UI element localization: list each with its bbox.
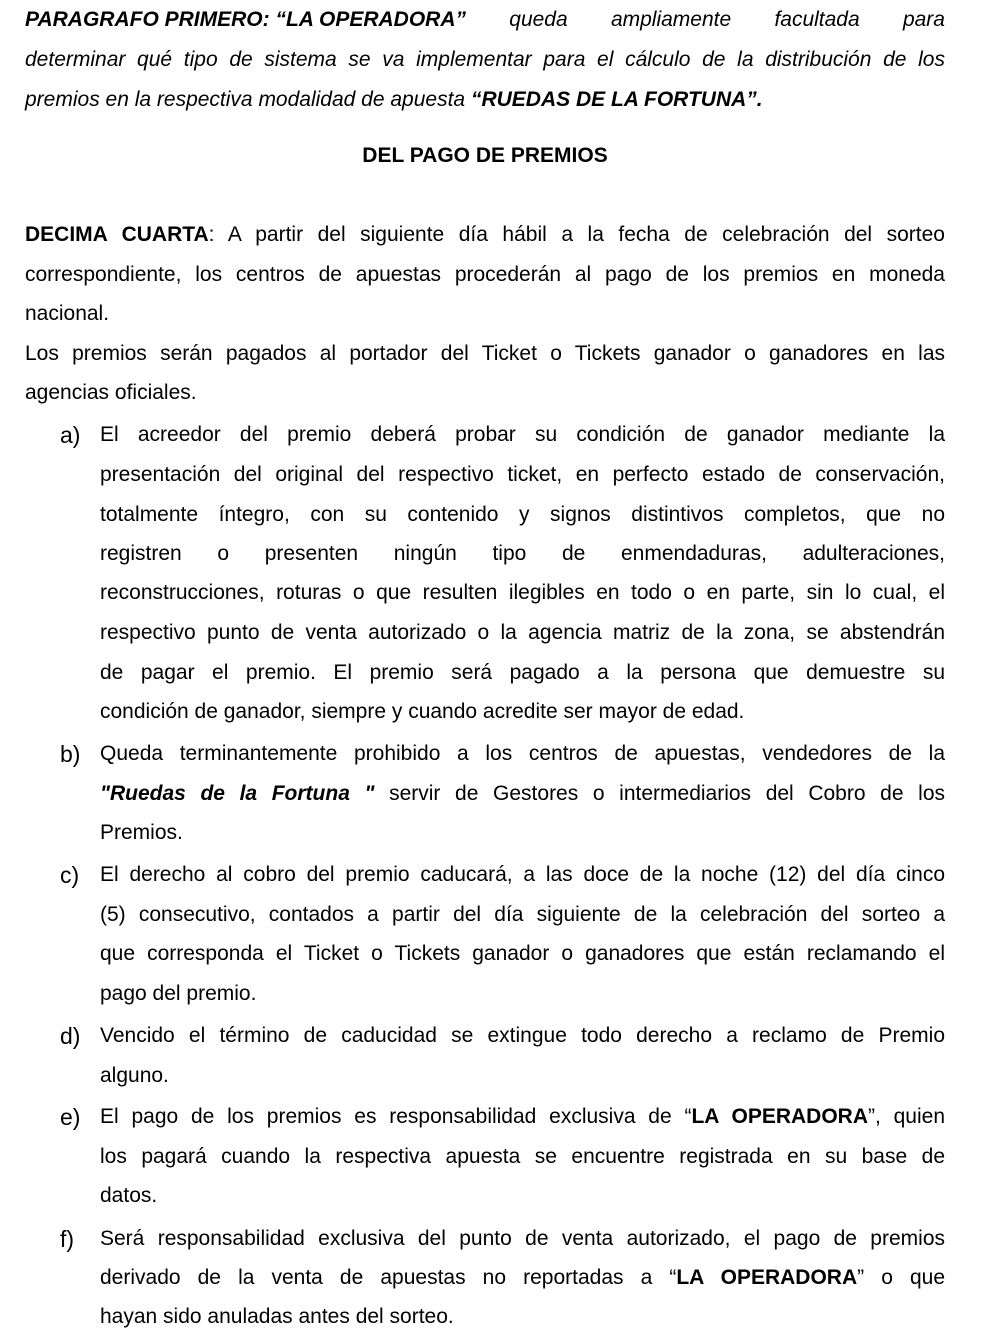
- clause-line-3: nacional.: [25, 302, 110, 325]
- item-f-line: [100, 1258, 945, 1298]
- item-c-line: (5) consecutivo, contados a partir del día siguiente de la celebración del sorteo a: [100, 903, 945, 926]
- item-e-text: ”, quien: [868, 1105, 946, 1128]
- item-f-line: Será responsabilidad exclusiva del punto de venta autorizado, el pago de premios: [100, 1227, 945, 1250]
- item-e-line: [100, 1097, 945, 1137]
- item-b-text: servir de Gestores o intermediarios del Cobro de los: [374, 782, 945, 805]
- item-b-bold-text: "Ruedas de la Fortuna ": [100, 782, 375, 805]
- item-a-line: registren o presenten ningún tipo de enmendaduras, adulteraciones,: [100, 542, 945, 565]
- item-b-line: [100, 774, 945, 814]
- item-d-line: alguno.: [100, 1064, 169, 1087]
- item-marker-c: c): [60, 862, 80, 888]
- clause-line-1: [25, 215, 945, 255]
- item-e-line: datos.: [100, 1184, 158, 1207]
- section-heading: DEL PAGO DE PREMIOS: [362, 144, 608, 167]
- paragraph-primero-line-1: [25, 0, 945, 40]
- para-text: ampliamente: [610, 8, 732, 31]
- item-e-bold-text: LA OPERADORA: [691, 1105, 868, 1128]
- item-f-text: derivado de la venta de apuestas no reportadas a “: [100, 1266, 677, 1289]
- item-marker-d: d): [60, 1023, 81, 1049]
- item-a-line: respectivo punto de venta autorizado o la agencia matriz de la zona, se abstendrán: [100, 621, 945, 644]
- clause-title: DECIMA CUARTA: [25, 223, 209, 246]
- item-a-line: de pagar el premio. El premio será pagado a la persona que demuestre su: [100, 661, 945, 684]
- para-text: para: [902, 8, 945, 31]
- item-f-bold-text: LA OPERADORA: [676, 1266, 858, 1289]
- item-e-line: los pagará cuando la respectiva apuesta se encuentre registrada en su base de: [100, 1145, 945, 1168]
- item-e-text: El pago de los premios es responsabilidad exclusiva de “: [100, 1105, 692, 1128]
- item-marker-e: e): [60, 1104, 81, 1130]
- item-b-line: Queda terminantemente prohibido a los centros de apuestas, vendedores de la: [100, 742, 945, 765]
- para-text: premios en la respectiva modalidad de apuesta: [25, 88, 471, 111]
- clause-line-4: Los premios serán pagados al portador del Ticket o Tickets ganador o ganadores en las: [25, 342, 945, 365]
- item-f-line: hayan sido anuladas antes del sorteo.: [100, 1305, 454, 1328]
- para-text: facultada: [774, 8, 860, 31]
- para-text: PARAGRAFO PRIMERO: “LA OPERADORA”: [25, 8, 466, 31]
- item-b-line: Premios.: [100, 821, 183, 844]
- item-c-line: que corresponda el Ticket o Tickets ganador o ganadores que están reclamando el: [100, 942, 945, 965]
- item-a-line: totalmente íntegro, con su contenido y signos distintivos completos, que no: [100, 503, 945, 526]
- item-marker-b: b): [60, 741, 81, 767]
- clause-text: : A partir del siguiente día hábil a la fecha de celebración del sorteo: [208, 223, 945, 246]
- item-c-line: pago del premio.: [100, 982, 257, 1005]
- item-c-line: El derecho al cobro del premio caducará, a las doce de la noche (12) del día cinco: [100, 863, 945, 886]
- item-a-line: presentación del original del respectivo ticket, en perfecto estado de conservación,: [100, 463, 945, 486]
- paragraph-primero-line-3: [25, 80, 945, 120]
- item-a-line: condición de ganador, siempre y cuando acredite ser mayor de edad.: [100, 700, 745, 723]
- item-a-line: reconstrucciones, roturas o que resulten ilegibles en todo o en parte, sin lo cual, el: [100, 581, 945, 604]
- item-f-text: ” o que: [857, 1266, 946, 1289]
- item-marker-f: f): [60, 1226, 75, 1252]
- item-marker-a: a): [60, 422, 81, 448]
- paragraph-primero-line-2: determinar qué tipo de sistema se va implementar para el cálculo de la distribución de los: [25, 48, 945, 71]
- item-a-line: El acreedor del premio deberá probar su condición de ganador mediante la: [100, 423, 945, 446]
- para-bold-text: “RUEDAS DE LA FORTUNA”.: [470, 88, 763, 111]
- para-text: queda: [509, 8, 568, 31]
- item-d-line: Vencido el término de caducidad se extingue todo derecho a reclamo de Premio: [100, 1024, 945, 1047]
- clause-line-5: agencias oficiales.: [25, 381, 197, 404]
- clause-line-2: correspondiente, los centros de apuestas procederán al pago de los premios en moneda: [25, 263, 945, 286]
